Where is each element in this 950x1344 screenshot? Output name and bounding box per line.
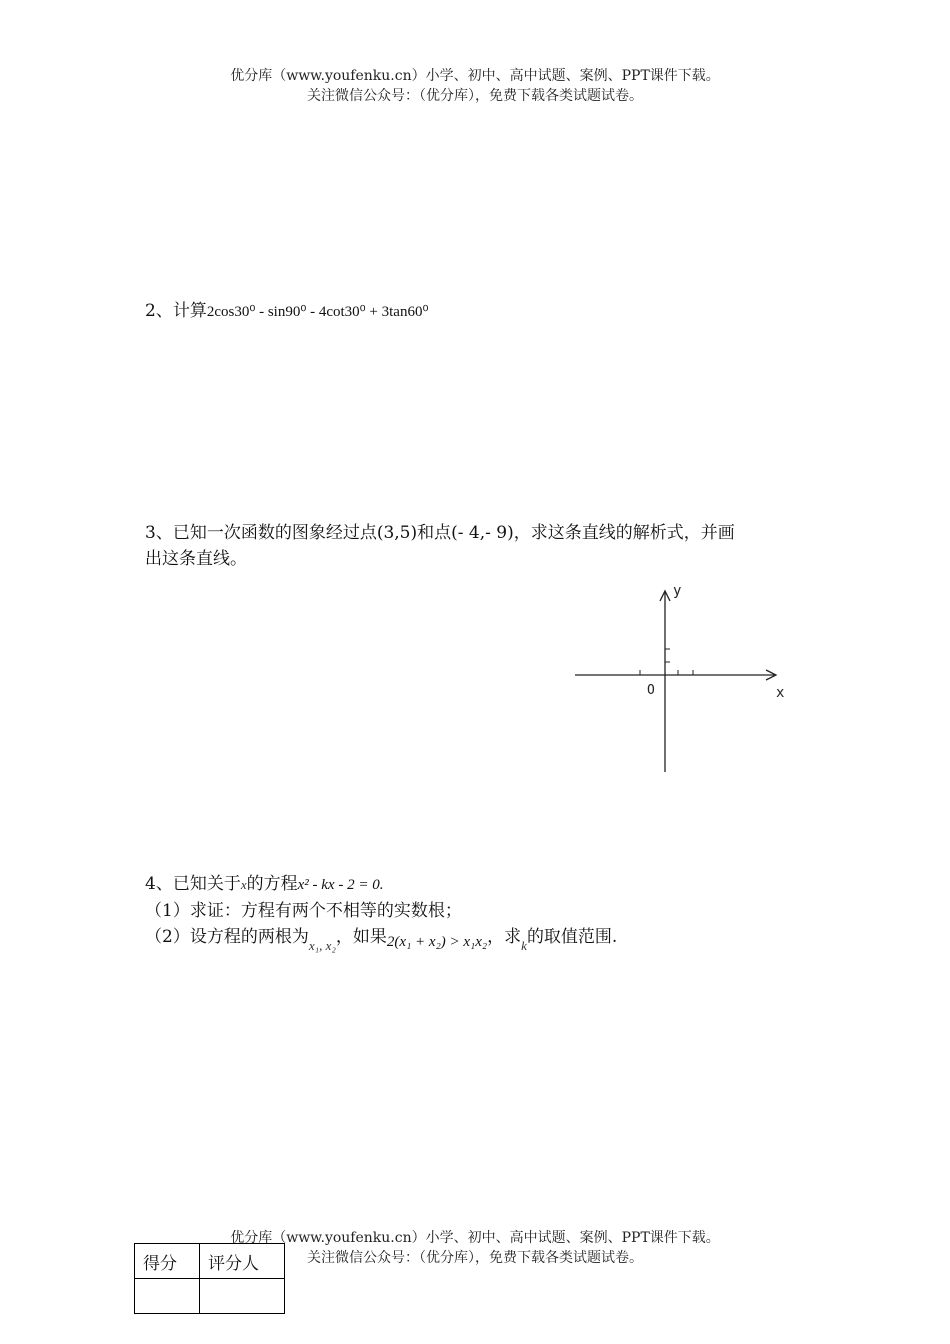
q4-part2-mid2: ，求 bbox=[487, 927, 522, 947]
q4-line-1 bbox=[145, 871, 617, 898]
q3-line-1: 3、已知一次函数的图象经过点(3,5)和点(- 4,- 9)，求这条直线的解析式，并画 bbox=[145, 523, 735, 543]
q2-prefix: 2、计算 bbox=[145, 301, 207, 321]
q4-var-x: x bbox=[240, 877, 247, 892]
q4-inequality: 2(x₁ + x₂) > x₁x₂ bbox=[386, 934, 488, 950]
footer-line-1: 优分库（www.youfenku.cn）小学、初中、高中试题、案例、PPT课件下载。 bbox=[230, 1230, 720, 1246]
q4-var-k: k bbox=[521, 938, 527, 953]
q4-part2-suffix: 的取值范围. bbox=[526, 927, 618, 947]
q4-part-1: （1）求证：方程有两个不相等的实数根； bbox=[145, 901, 462, 921]
q4-roots: x₁, x₂ bbox=[308, 938, 336, 953]
y-axis-label: y bbox=[673, 583, 682, 599]
q4-prefix: 4、已知关于 bbox=[145, 874, 241, 894]
header-line-2: 关注微信公众号：（优分库），免费下载各类试题试卷。 bbox=[307, 88, 643, 104]
grader-cell[interactable] bbox=[200, 1279, 285, 1314]
header-line-1: 优分库（www.youfenku.cn）小学、初中、高中试题、案例、PPT课件下载。 bbox=[230, 68, 720, 84]
q4-part2-mid: ，如果 bbox=[335, 927, 387, 947]
q4-equation: x² - kx - 2 = 0. bbox=[297, 877, 384, 893]
page-header bbox=[0, 66, 950, 106]
question-3 bbox=[145, 520, 735, 572]
coordinate-axes bbox=[570, 582, 800, 777]
q2-expression: 2cos30⁰ - sin90⁰ - 4cot30⁰ + 3tan60⁰ bbox=[206, 304, 429, 320]
q3-line-2: 出这条直线。 bbox=[145, 549, 247, 569]
score-header: 得分 bbox=[135, 1244, 200, 1279]
footer-line-2: 关注微信公众号：（优分库），免费下载各类试题试卷。 bbox=[307, 1250, 643, 1266]
score-table bbox=[134, 1243, 285, 1314]
q4-part2-prefix: （2）设方程的两根为 bbox=[145, 927, 309, 947]
question-2 bbox=[145, 298, 428, 325]
origin-label: O bbox=[647, 683, 655, 698]
score-cell[interactable] bbox=[135, 1279, 200, 1314]
q4-mid: 的方程 bbox=[246, 874, 298, 894]
grader-header: 评分人 bbox=[200, 1244, 285, 1279]
question-4 bbox=[145, 871, 617, 951]
x-axis-label: x bbox=[776, 685, 785, 701]
q4-part-2 bbox=[145, 924, 617, 951]
